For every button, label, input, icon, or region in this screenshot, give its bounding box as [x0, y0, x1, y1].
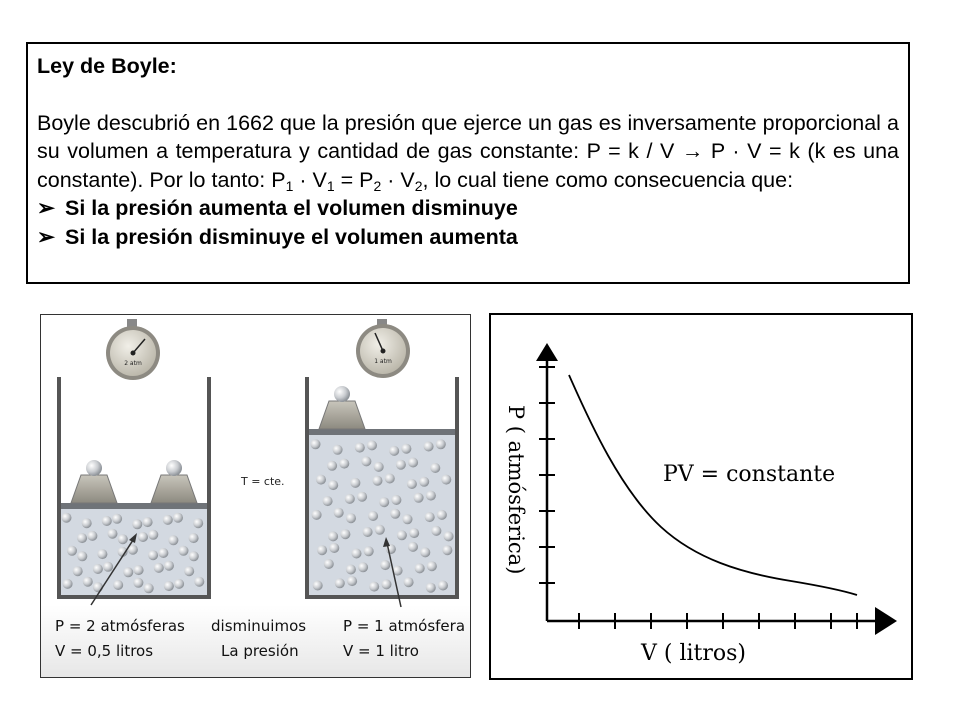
gas-particle	[427, 561, 437, 571]
gas-particle	[194, 577, 204, 587]
gas-particle	[409, 528, 419, 538]
gas-particle	[374, 462, 384, 472]
gas-particle	[380, 560, 390, 570]
gas-particle	[364, 546, 374, 556]
weight-knob	[166, 460, 182, 476]
gas-particle	[441, 475, 451, 485]
gas-particle	[369, 582, 379, 592]
gas-particle	[329, 543, 339, 553]
gas-particle	[168, 535, 178, 545]
middle-caption-1: disminuimos	[211, 617, 307, 635]
gas-particle	[397, 530, 407, 540]
gas-particle	[82, 518, 92, 528]
gas-particle	[103, 562, 113, 572]
gas-particle	[408, 542, 418, 552]
gas-particle	[148, 550, 158, 560]
gas-particle	[93, 582, 103, 592]
heading: Ley de Boyle:	[37, 54, 177, 78]
gas-particle	[97, 549, 107, 559]
left-cylinder	[57, 377, 211, 605]
gas-particle	[327, 461, 337, 471]
weight-knob	[86, 460, 102, 476]
gas-particle	[67, 546, 77, 556]
gas-particle	[163, 515, 173, 525]
bullet-item	[37, 194, 899, 223]
pv-graph	[491, 315, 911, 678]
right-volume-caption: V = 1 litro	[343, 642, 419, 660]
boyle-law-box	[26, 42, 910, 284]
gas-particle	[358, 562, 368, 572]
gas-particle	[174, 579, 184, 589]
gas-particle	[382, 579, 392, 589]
gas-particle	[93, 564, 103, 574]
gas-particle	[112, 514, 122, 524]
gas-particle	[401, 444, 411, 454]
gas-particle	[350, 478, 360, 488]
gas-particle	[134, 565, 144, 575]
gas-particle	[352, 549, 362, 559]
x-axis-arrow-icon	[875, 607, 897, 635]
gas-particle	[442, 545, 452, 555]
gas-particle	[179, 546, 189, 556]
gas-particle	[164, 561, 174, 571]
gas-particle	[379, 497, 389, 507]
gas-particle	[118, 534, 128, 544]
left-volume-caption: V = 0,5 litros	[55, 642, 154, 660]
pv-graph-panel	[489, 313, 913, 680]
gas-particle	[108, 529, 118, 539]
right-cylinder	[305, 377, 459, 607]
boyle-illustration	[40, 314, 471, 678]
gas-particle	[339, 459, 349, 469]
gas-particle	[346, 565, 356, 575]
right-pressure-caption: P = 1 atmósfera	[343, 617, 466, 635]
gas-particle	[138, 532, 148, 542]
gas-particle	[391, 495, 401, 505]
gas-particle	[317, 545, 327, 555]
gas-particle	[419, 477, 429, 487]
gas-particle	[436, 439, 446, 449]
gas-particle	[414, 493, 424, 503]
gas-particle	[437, 510, 447, 520]
gas-particle	[389, 446, 399, 456]
gas-particle	[404, 577, 414, 587]
gas-particle	[189, 533, 199, 543]
gas-particle	[312, 510, 322, 520]
gas-particle	[373, 476, 383, 486]
gas-particle	[333, 445, 343, 455]
gas-particle	[123, 567, 133, 577]
x-axis-label: V ( litros)	[641, 641, 747, 666]
weight	[151, 475, 197, 503]
gas-particle	[368, 511, 378, 521]
gas-particle	[424, 442, 434, 452]
gas-particle	[431, 526, 441, 536]
gas-particle	[132, 519, 142, 529]
gas-particle	[346, 513, 356, 523]
gauge-right-label: 1 atm	[374, 358, 392, 365]
weight	[319, 401, 365, 429]
gas-particle	[403, 514, 413, 524]
gas-particle	[367, 440, 377, 450]
gas-particle	[363, 527, 373, 537]
y-axis-arrow-icon	[536, 343, 558, 361]
gas-particle	[426, 491, 436, 501]
middle-caption-2: La presión	[221, 642, 299, 660]
gas-particle	[438, 581, 448, 591]
bullet-text: Si la presión disminuye el volumen aumenta	[65, 224, 518, 249]
temperature-label: T = cte.	[241, 475, 285, 488]
gas-particle	[87, 531, 97, 541]
weight	[71, 475, 117, 503]
gas-particle	[63, 579, 73, 589]
gas-particle	[340, 529, 350, 539]
gas-particle	[357, 492, 367, 502]
gas-particle	[335, 578, 345, 588]
y-axis-label: P ( atmósferica)	[504, 405, 528, 575]
gas-particle	[425, 512, 435, 522]
gas-particle	[415, 563, 425, 573]
gas-particle	[328, 531, 338, 541]
gas-particle	[173, 513, 183, 523]
gas-particle	[361, 456, 371, 466]
gas-particle	[316, 475, 326, 485]
pressure-gauge-left	[106, 319, 160, 380]
gas-particle	[158, 548, 168, 558]
gas-particle	[328, 480, 338, 490]
gas-particle	[148, 530, 158, 540]
gas-particle	[420, 547, 430, 557]
gas-particle	[334, 508, 344, 518]
gas-particle	[396, 460, 406, 470]
gas-particle	[143, 517, 153, 527]
gas-particle	[347, 576, 357, 586]
gas-particle	[83, 577, 93, 587]
bullet-item	[37, 223, 899, 252]
gas-particle	[444, 531, 454, 541]
explanation-paragraph: Boyle descubrió en 1662 que la presión que ejerce un gas es inversamente proporcional a su volumen a temperatura y cantidad de gas constante: P = k / V → P · V = k (k es una constante). Por lo tanto: $P_1 \cdot V_1 = P_2 \cdot V_2$, lo cual tiene como consecuencia que:	[37, 110, 899, 194]
gas-particle	[426, 583, 436, 593]
pressure-gauge-right	[356, 319, 410, 378]
gauge-left-label: 2 atm	[124, 360, 142, 367]
gas-particle	[375, 525, 385, 535]
bullet-arrow-icon: ➢	[37, 196, 56, 220]
gas-particle	[408, 458, 418, 468]
gas-particle	[323, 496, 333, 506]
gas-particle	[77, 533, 87, 543]
weight-knob	[334, 386, 350, 402]
gas-particle	[164, 581, 174, 591]
gas-particle	[77, 551, 87, 561]
gas-particle	[73, 566, 83, 576]
gas-particle	[62, 513, 72, 523]
gas-particle	[324, 559, 334, 569]
gas-particle	[193, 518, 203, 528]
gas-particle	[430, 463, 440, 473]
gas-particle	[184, 566, 194, 576]
gas-particle	[144, 583, 154, 593]
gas-particle	[390, 509, 400, 519]
gas-particle	[102, 516, 112, 526]
curve-label: PV = constante	[663, 462, 836, 487]
gas-particle	[407, 479, 417, 489]
gas-particle	[154, 563, 164, 573]
gas-particle	[189, 551, 199, 561]
piston	[61, 503, 207, 509]
gas-particle	[345, 494, 355, 504]
gas-particle	[313, 581, 323, 591]
gas-particle	[311, 439, 321, 449]
piston	[309, 429, 455, 435]
gas-particle	[385, 474, 395, 484]
bullet-arrow-icon: ➢	[37, 224, 56, 249]
left-pressure-caption: P = 2 atmósferas	[55, 617, 185, 635]
bullet-text: Si la presión aumenta el volumen disminuye	[65, 196, 518, 220]
gas-particle	[113, 580, 123, 590]
gas-particle	[133, 578, 143, 588]
gas-particle	[355, 443, 365, 453]
